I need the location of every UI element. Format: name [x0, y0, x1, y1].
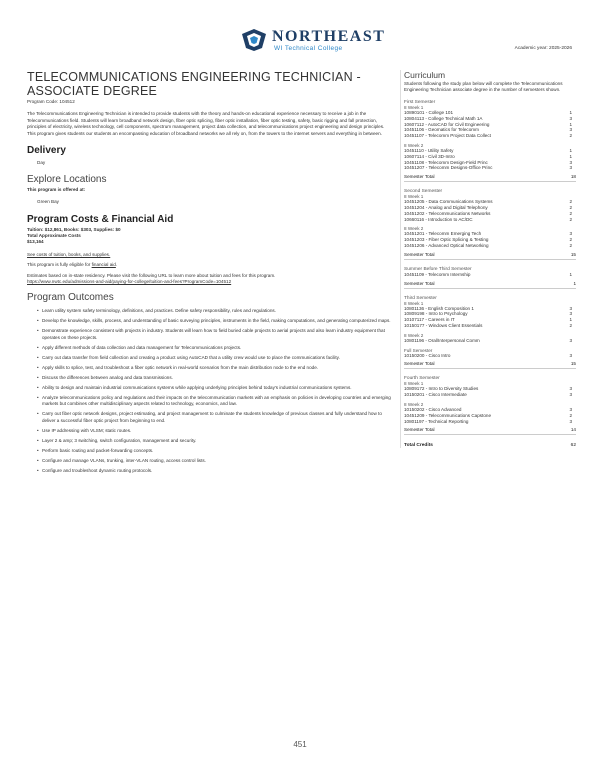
- locations-heading: Explore Locations: [27, 173, 107, 185]
- week-label: 8 Week 2: [404, 401, 424, 407]
- semester-name: Second Semester: [404, 189, 443, 195]
- financial-aid-prefix: This program is fully eligible for: [27, 262, 92, 268]
- financial-aid-link[interactable]: financial aid: [91, 262, 116, 268]
- course-name: 10607112 - AutoCAD for Civil Engineering: [404, 121, 490, 127]
- table-row: [404, 353, 576, 359]
- financial-aid-line: [27, 262, 393, 268]
- course-credits: 3: [569, 392, 572, 398]
- course-credits: 2: [569, 204, 572, 210]
- course-credits: 3: [569, 305, 572, 311]
- week-label: 8 Week 2: [404, 142, 424, 148]
- semester-total-label: Semester Total: [404, 174, 435, 180]
- semester-total: [404, 361, 576, 369]
- course-credits: 3: [569, 127, 572, 133]
- semester-total-value: 15: [570, 361, 576, 367]
- course-name: 10451109 - Telecomm Internship: [404, 271, 471, 277]
- semester-total-value: 14: [570, 427, 576, 433]
- course-name: 10451204 - Analog and Digital Telephony: [404, 204, 488, 210]
- semester-name: First Semester: [404, 100, 436, 105]
- course-credits: 3: [569, 337, 572, 343]
- table-row: [404, 392, 576, 398]
- course-name: 10804113 - College Technical Math 1A: [404, 115, 483, 121]
- list-item: • Apply skills to splice, test, and troubleshoot a fiber optic network in real-world scenarios from the main distribution node to the end node.: [37, 365, 393, 371]
- course-name: 10150201 - Cisco Intermediate: [404, 392, 467, 398]
- course-credits: 3: [569, 115, 572, 121]
- course-name: 10801197 - Technical Reporting: [404, 418, 469, 424]
- page-number: 451: [293, 740, 307, 749]
- course-name: 10607114 - Civil 3D-Intro: [404, 153, 455, 159]
- week-label: 8 Week 2: [404, 332, 424, 338]
- course-credits: 2: [569, 216, 572, 222]
- course-credits: 3: [569, 231, 572, 237]
- course-credits: 2: [569, 210, 572, 216]
- course-credits: 2: [569, 237, 572, 243]
- total-credits-value: 62: [570, 443, 576, 449]
- table-row: [404, 165, 576, 171]
- financial-aid-suffix: .: [115, 262, 118, 268]
- course-name: 10451110 - Utility Safety: [404, 147, 454, 153]
- curriculum-heading: Curriculum: [404, 70, 446, 80]
- course-credits: 3: [569, 352, 572, 358]
- tuition-url-link[interactable]: https://www.nwtc.edu/admissions-and-aid/paying-for-college/tuition-and-fees?ProgramCode=104512: [27, 279, 232, 285]
- list-item: • Layer 2 & amp; 3 switching, switch configuration, management and security.: [37, 438, 393, 444]
- total-credits-label: Total Credits: [404, 443, 433, 449]
- course-name: 10451201 - Telecomm Emerging Tech: [404, 231, 482, 237]
- table-row: [404, 272, 576, 278]
- course-credits: 3: [569, 406, 572, 412]
- semester-total-label: Semester Total: [404, 361, 435, 367]
- list-item: • Develop the knowledge, skills, process, and understanding of basic surveying principles, instruments in the field, making computations, and generating computerized maps.: [37, 318, 393, 324]
- semester-total-label: Semester Total: [404, 427, 435, 433]
- table-row: [404, 243, 576, 249]
- semester-summer: [404, 267, 576, 289]
- course-name: 10451106 - Geomatics for Telecomm: [404, 127, 479, 133]
- table-row: [404, 419, 576, 425]
- course-name: 10451205 - Data Communications Systems: [404, 199, 493, 205]
- shield-logo-icon: [240, 28, 268, 52]
- list-item: • Apply different methods of data collection and data management for Telecommunications projects.: [37, 345, 393, 351]
- total-costs-value: $13,164: [27, 239, 44, 245]
- list-item: • Perform basic routing and packet-forwarding concepts.: [37, 448, 393, 454]
- course-credits: 1: [569, 110, 572, 115]
- semester-total-label: Semester Total: [404, 280, 435, 286]
- course-name: 10107117 - Careers in IT: [404, 317, 455, 323]
- semester-second: [404, 189, 576, 260]
- course-credits: 3: [569, 311, 572, 317]
- semester-total-value: 1: [573, 280, 576, 286]
- week-label: 8 Week 1: [404, 381, 424, 387]
- semester-third: [404, 296, 576, 370]
- table-row: [404, 217, 576, 223]
- week-label: 8 Week 1: [404, 194, 424, 200]
- course-name: 10150200 - Cisco Intro: [404, 352, 451, 358]
- semester-name: Third Semester: [404, 295, 437, 301]
- course-credits: 1: [569, 317, 572, 323]
- semester-total: [404, 252, 576, 260]
- outcomes-list: [27, 308, 393, 474]
- semester-first: [404, 100, 576, 182]
- course-credits: 3: [569, 165, 572, 171]
- campus-name[interactable]: Green Bay: [37, 199, 59, 205]
- list-item: • Configure and manage VLANs, trunking, inter-VLAN routing, access control lists.: [37, 458, 393, 464]
- semester-total-value: 18: [570, 174, 576, 180]
- course-name: 10890101 - College 101: [404, 110, 454, 115]
- course-name: 10801136 - English Composition 1: [404, 305, 474, 311]
- course-credits: 2: [569, 133, 572, 139]
- academic-year: Academic year: 2025-2026: [514, 46, 572, 51]
- course-credits: 3: [569, 386, 572, 392]
- course-name: 10660116 - Introduction to AC/DC: [404, 216, 473, 222]
- table-row: [404, 338, 576, 344]
- list-item: • Ability to design and maintain industrial communications systems while applying underlying principles behind today's industrial communications systems.: [37, 385, 393, 391]
- week-label: Full Semester: [404, 347, 433, 353]
- semester-total-value: 15: [570, 251, 576, 257]
- course-credits: 2: [569, 412, 572, 418]
- week-label: 8 Week 2: [404, 226, 424, 232]
- costs-heading: Program Costs & Financial Aid: [27, 213, 174, 225]
- list-item: • Use IP addressing with VLSM; static routes.: [37, 428, 393, 434]
- logo-subtitle: WI Technical College: [274, 45, 343, 52]
- semester-total: [404, 427, 576, 435]
- list-item: • Analyze telecommunications policy and regulations and their impacts on the telecommunication markets with an emphasis on policies in developing countries and emerging markets but combines other multidisciplinary aspects related to technology, economics, and law.: [37, 395, 393, 408]
- course-name: 10451206 - Advanced Optical Networking: [404, 242, 489, 248]
- costs-link[interactable]: See costs of tuition, books, and supplies.: [27, 251, 111, 257]
- semester-name: Summer Before Third Semester: [404, 266, 472, 272]
- list-item: • Demonstrate experience consistent with projects in industry. Students will learn how to field buried cable projects to aerial projects and also learn industry equipment that operates on these projects.: [37, 328, 393, 341]
- semester-total: [404, 281, 576, 289]
- list-item: • Learn utility system safety terminology, definitions, and practices. Define safety responsibility, rules and regulations.: [37, 308, 393, 314]
- outcomes-heading: Program Outcomes: [27, 292, 114, 304]
- table-row: [404, 133, 576, 139]
- course-name: 10451107 - Telecomm Project Data Collect: [404, 133, 491, 139]
- course-name: 10451207 - Telecomm Designs-Office Princ: [404, 165, 493, 171]
- course-credits: 2: [569, 242, 572, 248]
- course-credits: 1: [569, 121, 572, 127]
- semester-name: Fourth Semester: [404, 376, 440, 382]
- estimates-note: Estimates based on in-state residency. Please visit the following URL to learn more about tuition and fees for this program.: [27, 272, 276, 278]
- logo-name: NORTHEAST: [272, 28, 386, 45]
- list-item: • Configure and troubleshoot dynamic routing protocols.: [37, 468, 393, 474]
- semester-fourth: [404, 376, 576, 435]
- total-costs-label: Total Approximate Costs: [27, 233, 81, 238]
- delivery-heading: Delivery: [27, 145, 66, 157]
- program-code: Program Code: 104512: [27, 99, 75, 104]
- curriculum-panel: [400, 70, 576, 448]
- list-item: • Carry out fiber optic network designs, project estimating, and project management to culminate the students knowledge of previous classes and fully understand how to deliver a successful fiber optic project from beginning to end.: [37, 411, 393, 424]
- table-row: [404, 323, 576, 329]
- program-description: The Telecommunications Engineering Technician is intended to provide students with the theory and hands-on educational experience necessary to receive a job in the Telecommunications field. Students will learn broadband network design, fiber optic splicing, fiber optic installation, fiber optic testing, safety, basic rigging and fall protection, principles of electricity, wireless technology, cell components, spectrum management, project data collection, and telecommunications project engineering and design principles. This program gives students our students an encompassing education of broadband networks we all rely on, from the towers to the internet servers and everything in between.: [27, 111, 385, 136]
- course-credits: 3: [569, 418, 572, 424]
- locations-offered-label: This program is offered at:: [27, 186, 86, 192]
- total-credits: [404, 443, 576, 448]
- delivery-value: Day: [37, 160, 46, 166]
- course-name: 10451209 - Telecommunications Capstone: [404, 412, 491, 418]
- page-title: TELECOMMUNICATIONS ENGINEERING TECHNICIAN - ASSOCIATE DEGREE: [27, 70, 361, 98]
- week-label: 8 Week 1: [404, 300, 424, 306]
- course-credits: 1: [569, 153, 572, 159]
- course-credits: 3: [569, 159, 572, 165]
- course-credits: 1: [569, 147, 572, 153]
- curriculum-intro: Students following the study plan below will complete the Telecommunications Engineering Technician associate degree in the number of semesters shown.: [404, 81, 563, 92]
- course-credits: 2: [569, 199, 572, 205]
- course-name: 10150177 - Windows Client Essentials: [404, 322, 483, 328]
- course-name: 10451202 - Telecommunications Networks: [404, 210, 491, 216]
- course-name: 10150202 - Cisco Advanced: [404, 406, 462, 412]
- course-name: 10801196 - Oral/Interpersonal Comm: [404, 337, 480, 343]
- course-credits: 1: [569, 271, 572, 277]
- week-label: 8 Week 1: [404, 105, 424, 110]
- tuition-line: Tuition: $12,861, Books: $303, Supplies: $0: [27, 226, 121, 232]
- course-name: 10451108 - Telecomm Design-Field Princ: [404, 159, 488, 165]
- semester-total: [404, 174, 576, 182]
- page-header: [0, 0, 600, 62]
- list-item: • Carry out data transfer from field collection and creating a product using AutoCAD that a utility crew would use to place the communications facility.: [37, 355, 393, 361]
- course-name: 10809172 - Intro to Diversity Studies: [404, 386, 479, 392]
- program-details: [27, 70, 393, 478]
- course-name: 10451203 - Fiber Optic Splicing & Testing: [404, 237, 489, 243]
- course-credits: 2: [569, 322, 572, 328]
- list-item: • Discuss the differences between analog and data transmissions.: [37, 375, 393, 381]
- course-name: 10809198 - Intro to Psychology: [404, 311, 468, 317]
- semester-total-label: Semester Total: [404, 251, 435, 257]
- college-logo[interactable]: [240, 28, 386, 58]
